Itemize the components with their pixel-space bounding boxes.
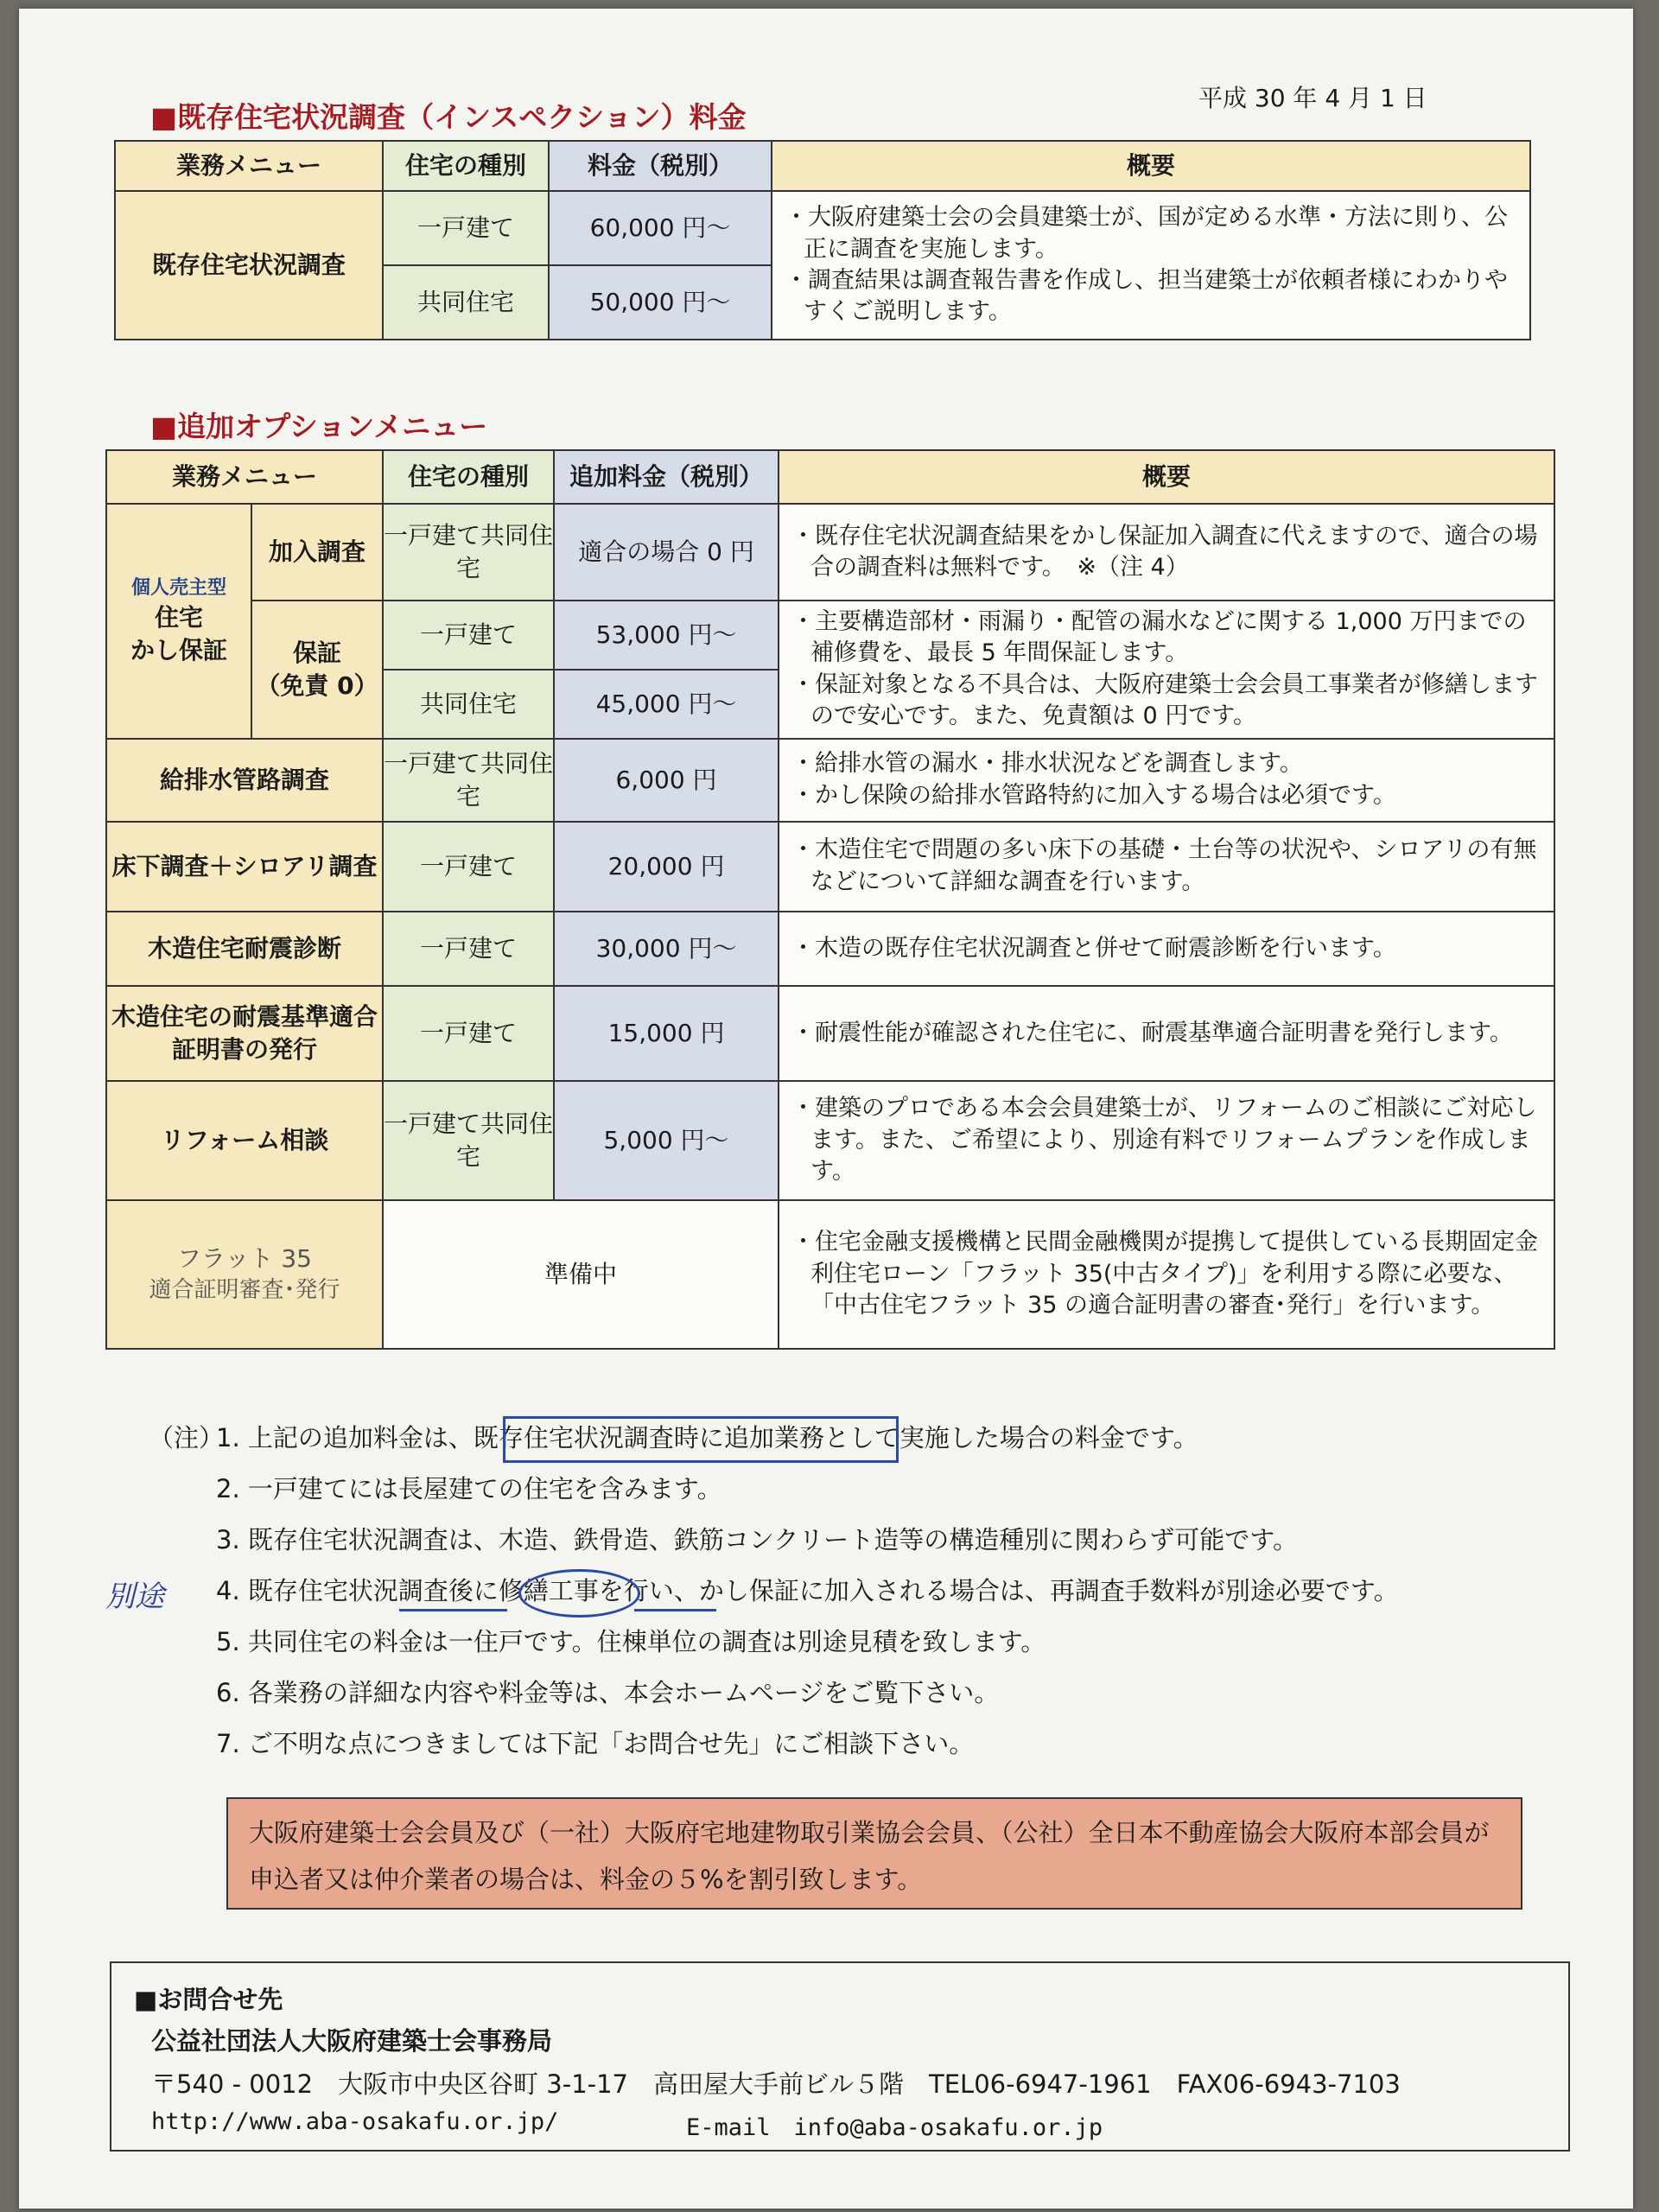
menu-seismic-certificate: 木造住宅の耐震基準適合証明書の発行 <box>106 986 383 1081</box>
header-summary: 概要 <box>772 141 1530 191</box>
menu-kashi-join: 加入調査 <box>251 504 383 601</box>
menu-flat35: フラット 35 適合証明審査･発行 <box>106 1200 383 1349</box>
contact-title: ■お問合せ先 <box>134 1985 283 2014</box>
section2-title: ■追加オプションメニュー <box>150 410 488 443</box>
menu-kashi-guarantee: 保証 （免責 0） <box>251 601 383 739</box>
summary-cell: ・木造住宅で問題の多い床下の基礎・土台等の状況や、シロアリの有無などについて詳細な調査を行います。 <box>779 822 1554 912</box>
discount-notice: 大阪府建築士会会員及び（一社）大阪府宅地建物取引業協会会員、（公社）全日本不動産協会大阪府本部会員が申込者又は仲介業者の場合は、料金の５%を割引致します。 <box>226 1797 1522 1910</box>
flat35-status: 準備中 <box>383 1200 779 1349</box>
header-summary: 概要 <box>779 450 1554 504</box>
type-cell: 共同住宅 <box>383 670 554 739</box>
summary-cell: ・主要構造部材・雨漏り・配管の漏水などに関する 1,000 万円までの補修費を、最長 5 年間保証します。 ・保証対象となる不具合は、大阪府建築士会会員工事業者が修繕しますので安心です。また、免責額は 0 円です。 <box>779 601 1554 739</box>
pen-underline-mark <box>634 1609 716 1611</box>
price-cell: 53,000 円～ <box>554 601 779 670</box>
type-cell: 一戸建て <box>383 912 554 986</box>
type-cell: 一戸建て共同住宅 <box>383 1081 554 1200</box>
summary-cell: ・給排水管の漏水・排水状況などを調査します。 ・かし保険の給排水管路特約に加入する場合は必須です。 <box>779 739 1554 822</box>
section1-title: ■既存住宅状況調査（インスペクション）料金 <box>150 100 747 134</box>
price-cell: 15,000 円 <box>554 986 779 1081</box>
issue-date: 平成 30 年 4 月 1 日 <box>1198 84 1427 112</box>
price-cell: 5,000 円～ <box>554 1081 779 1200</box>
note-item: 4. 既存住宅状況調査後に修繕工事を行い、かし保証に加入される場合は、再調査手数料が別途必要です。 <box>216 1576 1399 1605</box>
header-type: 住宅の種別 <box>383 141 549 191</box>
menu-plumbing: 給排水管路調査 <box>106 739 383 822</box>
inspection-fee-table <box>114 140 1531 340</box>
header-fee: 追加料金（税別） <box>554 450 779 504</box>
header-menu: 業務メニュー <box>115 141 383 191</box>
price-cell: 45,000 円～ <box>554 670 779 739</box>
type-cell: 一戸建て <box>383 601 554 670</box>
menu-underfloor: 床下調査＋シロアリ調査 <box>106 822 383 912</box>
note-item: 2. 一戸建てには長屋建ての住宅を含みます。 <box>216 1474 722 1503</box>
menu-reform: リフォーム相談 <box>106 1081 383 1200</box>
contact-box <box>110 1961 1570 2152</box>
price-cell: 30,000 円～ <box>554 912 779 986</box>
header-fee: 料金（税別） <box>549 141 772 191</box>
type-cell: 一戸建て <box>383 822 554 912</box>
summary-cell: ・大阪府建築士会の会員建築士が、国が定める水準・方法に則り、公正に調査を実施します。 ・調査結果は調査報告書を作成し、担当建築士が依頼者様にわかりやすくご説明します。 <box>772 191 1530 340</box>
contact-organization: 公益社団法人大阪府建築士会事務局 <box>151 2026 553 2056</box>
option-menu-table <box>105 449 1555 1350</box>
menu-kashi-group: 個人売主型 住宅 かし保証 <box>106 504 251 739</box>
summary-cell: ・建築のプロである本会会員建築士が、リフォームのご相談にご対応します。また、ご希望により、別途有料でリフォームプランを作成します。 <box>779 1081 1554 1200</box>
note-item: 7. ご不明な点につきましては下記「お問合せ先」にご相談下さい。 <box>216 1729 975 1758</box>
price-cell: 20,000 円 <box>554 822 779 912</box>
contact-website-link[interactable]: http://www.aba-osakafu.or.jp/ <box>151 2108 559 2135</box>
price-cell: 60,000 円～ <box>549 191 772 265</box>
price-cell: 50,000 円～ <box>549 265 772 340</box>
note-item: 5. 共同住宅の料金は一住戸です。住棟単位の調査は別途見積を致します。 <box>216 1627 1046 1656</box>
price-cell: 6,000 円 <box>554 739 779 822</box>
note-item: 3. 既存住宅状況調査は、木造、鉄骨造、鉄筋コンクリート造等の構造種別に関わらず可能です。 <box>216 1525 1298 1554</box>
type-cell: 一戸建て <box>383 191 549 265</box>
type-cell: 一戸建て共同住宅 <box>383 739 554 822</box>
summary-cell: ・木造の既存住宅状況調査と併せて耐震診断を行います。 <box>779 912 1554 986</box>
note-item: 6. 各業務の詳細な内容や料金等は、本会ホームページをご覧下さい。 <box>216 1678 1000 1707</box>
contact-address: 〒540 - 0012 大阪市中央区谷町 3-1-17 高田屋大手前ビル５階 TEL06-6947-1961 FAX06-6943-7103 <box>151 2069 1401 2099</box>
menu-seismic: 木造住宅耐震診断 <box>106 912 383 986</box>
menu-inspection: 既存住宅状況調査 <box>115 191 383 340</box>
pen-underline-mark <box>399 1609 507 1611</box>
type-cell: 一戸建て共同住宅 <box>383 504 554 601</box>
type-cell: 一戸建て <box>383 986 554 1081</box>
price-cell: 適合の場合 0 円 <box>554 504 779 601</box>
notes-list <box>149 1413 1399 1770</box>
document-page <box>19 9 1633 2209</box>
note-item: （注）1. 上記の追加料金は、既存住宅状況調査時に追加業務として実施した場合の料金です。 <box>149 1423 1198 1452</box>
summary-cell: ・住宅金融支援機構と民間金融機関が提携して提供している長期固定金利住宅ローン「フラット 35(中古タイプ)」を利用する際に必要な、「中古住宅フラット 35 の適合証明書の審査･発行」を行います。 <box>779 1200 1554 1349</box>
header-menu: 業務メニュー <box>106 450 383 504</box>
summary-cell: ・耐震性能が確認された住宅に、耐震基準適合証明書を発行します。 <box>779 986 1554 1081</box>
header-type: 住宅の種別 <box>383 450 554 504</box>
summary-cell: ・既存住宅状況調査結果をかし保証加入調査に代えますので、適合の場合の調査料は無料です。 ※（注 4） <box>779 504 1554 601</box>
type-cell: 共同住宅 <box>383 265 549 340</box>
contact-email-link[interactable]: E-mail info@aba-osakafu.or.jp <box>686 2114 1103 2141</box>
handwritten-note: 別途 <box>105 1580 164 1614</box>
